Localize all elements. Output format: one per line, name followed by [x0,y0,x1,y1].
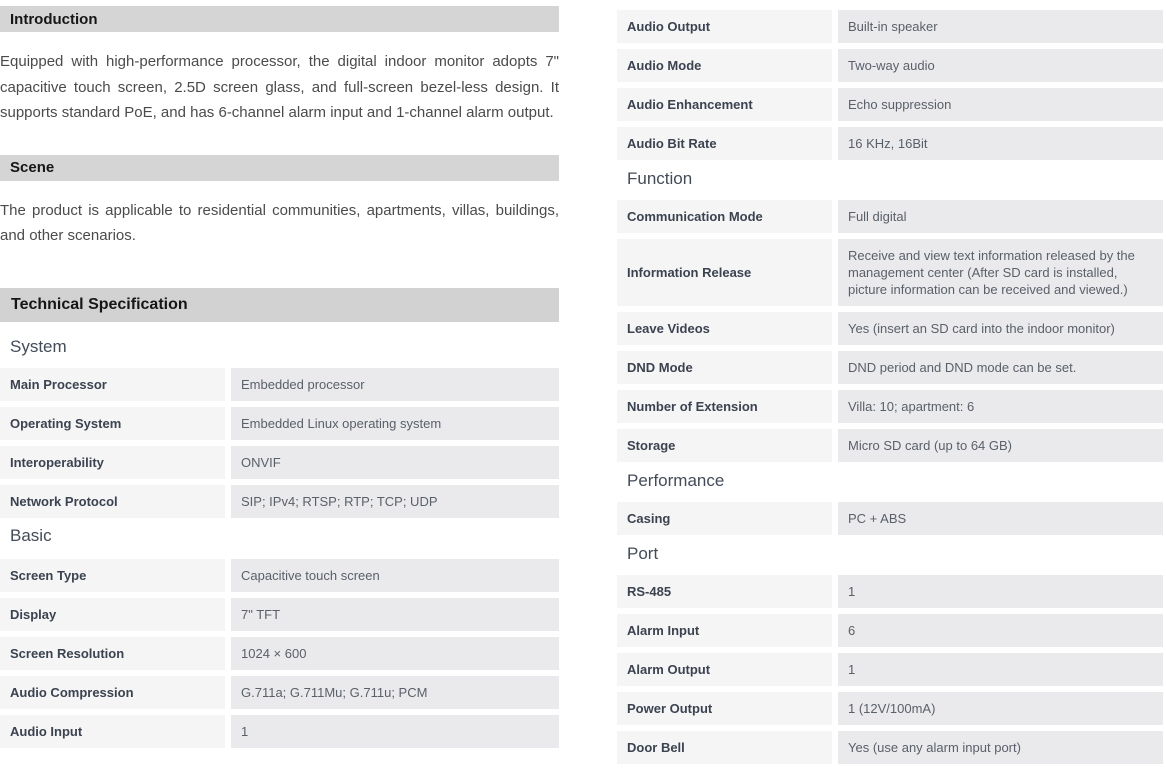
spec-label: Audio Compression [0,676,225,709]
spec-value: Embedded processor [231,368,559,401]
spec-label: Screen Type [0,559,225,592]
row-information-release [617,239,1163,306]
spec-label: RS-485 [617,575,832,608]
spec-label: Main Processor [0,368,225,401]
spec-value: Yes (use any alarm input port) [838,731,1163,764]
spec-label: Power Output [617,692,832,725]
row-alarm-input [617,614,1163,647]
row-operating-system [0,407,559,440]
spec-value: Capacitive touch screen [231,559,559,592]
spec-value: 1 (12V/100mA) [838,692,1163,725]
row-audio-bit-rate [617,127,1163,160]
spec-value: PC + ABS [838,502,1163,535]
row-storage [617,429,1163,462]
spec-label: Leave Videos [617,312,832,345]
spec-value: Villa: 10; apartment: 6 [838,390,1163,423]
row-screen-type [0,559,559,592]
introduction-paragraph: Equipped with high-performance processor, the digital indoor monitor adopts 7" capacitive touch screen, 2.5D screen glass, and full-screen bezel-less design. It supports standard PoE, and has 6-channel alarm input and 1-channel alarm output. [0,53,559,121]
spec-value: Two-way audio [838,49,1163,82]
spec-value: Full digital [838,200,1163,233]
spec-label: Interoperability [0,446,225,479]
right-column [617,0,1163,770]
spec-value: Micro SD card (up to 64 GB) [838,429,1163,462]
spec-label: Screen Resolution [0,637,225,670]
scene-header-bar [0,155,559,181]
spec-value: DND period and DND mode can be set. [838,351,1163,384]
spec-label: Alarm Input [617,614,832,647]
spec-value: Embedded Linux operating system [231,407,559,440]
row-network-protocol [0,485,559,518]
system-table [0,368,559,518]
row-communication-mode [617,200,1163,233]
scene-paragraph: The product is applicable to residential communities, apartments, villas, buildings, and other scenarios. [0,201,559,244]
spec-label: Communication Mode [617,200,832,233]
spec-label: DND Mode [617,351,832,384]
subsection-basic: Basic [10,525,52,545]
introduction-header-bar [0,6,559,32]
subsection-port: Port [627,544,659,563]
spec-value: 7" TFT [231,598,559,631]
row-screen-resolution [0,637,559,670]
spec-label: Door Bell [617,731,832,764]
spec-label: Number of Extension [617,390,832,423]
introduction-title: Introduction [10,10,98,28]
row-interoperability [0,446,559,479]
spec-label: Audio Bit Rate [617,127,832,160]
spec-value: 1 [231,715,559,748]
basic-continued-table [617,10,1163,160]
spec-value: 1024 × 600 [231,637,559,670]
spec-value: 16 KHz, 16Bit [838,127,1163,160]
row-audio-input [0,715,559,748]
spec-value: ONVIF [231,446,559,479]
left-column [0,0,559,770]
basic-table [0,559,559,748]
row-power-output [617,692,1163,725]
spec-label: Audio Mode [617,49,832,82]
spec-value: Yes (insert an SD card into the indoor monitor) [838,312,1163,345]
function-table [617,200,1163,462]
row-rs-485 [617,575,1163,608]
subsection-system: System [10,336,67,356]
row-number-of-extension [617,390,1163,423]
technical-specification-title: Technical Specification [11,295,188,313]
spec-label: Alarm Output [617,653,832,686]
spec-label: Audio Output [617,10,832,43]
spec-label: Display [0,598,225,631]
spec-label: Casing [617,502,832,535]
spec-value: 6 [838,614,1163,647]
spec-label: Information Release [617,239,832,306]
port-table [617,575,1163,764]
spec-value: 1 [838,653,1163,686]
row-audio-compression [0,676,559,709]
spec-label: Network Protocol [0,485,225,518]
row-door-bell [617,731,1163,764]
row-audio-enhancement [617,88,1163,121]
spec-label: Operating System [0,407,225,440]
spec-label: Audio Input [0,715,225,748]
subsection-performance: Performance [627,471,725,490]
row-casing [617,502,1163,535]
spec-label: Audio Enhancement [617,88,832,121]
performance-table [617,502,1163,535]
subsection-function: Function [627,169,693,188]
scene-title: Scene [10,159,55,176]
spec-value: SIP; IPv4; RTSP; RTP; TCP; UDP [231,485,559,518]
row-main-processor [0,368,559,401]
row-leave-videos [617,312,1163,345]
row-dnd-mode [617,351,1163,384]
spec-value: Built-in speaker [838,10,1163,43]
spec-value: G.711a; G.711Mu; G.711u; PCM [231,676,559,709]
row-display [0,598,559,631]
technical-specification-header-bar [0,288,559,322]
spec-value: Receive and view text information released by the management center (After SD card is installed, picture information can be received and viewed.) [838,239,1163,306]
spec-value: 1 [838,575,1163,608]
row-audio-output [617,10,1163,43]
spec-label: Storage [617,429,832,462]
row-alarm-output [617,653,1163,686]
row-audio-mode [617,49,1163,82]
spec-value: Echo suppression [838,88,1163,121]
